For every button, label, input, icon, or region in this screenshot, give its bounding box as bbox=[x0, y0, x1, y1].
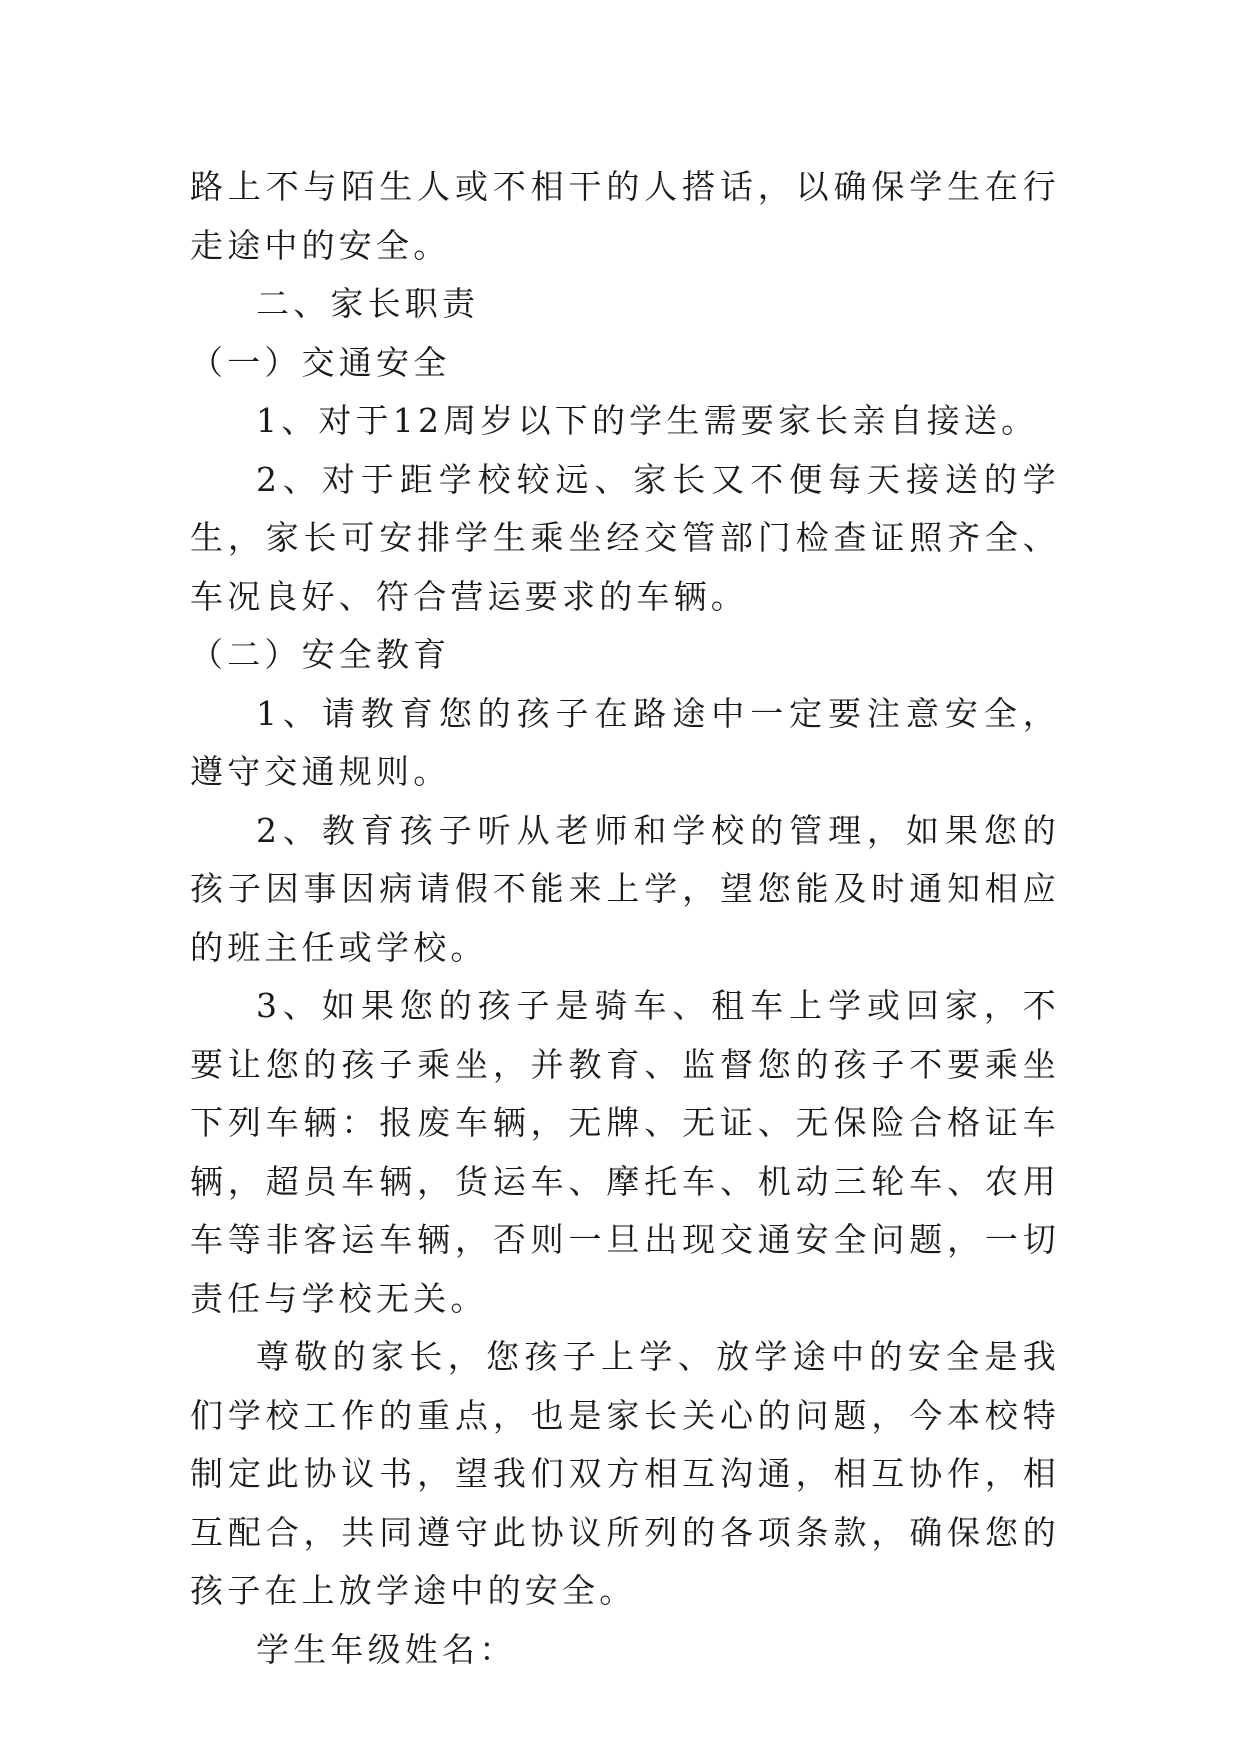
subsection-heading-safety-education: （二）安全教育 bbox=[190, 635, 451, 674]
paragraph-education-item-3: 3、如果您的孩子是骑车、租车上学或回家，不要让您的孩子乘坐，并教育、监督您的孩子不要乘坐下列车辆：报废车辆，无牌、无证、无保险合格证车辆，超员车辆，货运车、摩托车、机动三轮车、农用车等非客运车辆，否则一旦出现交通安全问题，一切责任与学校无关。 bbox=[190, 986, 1060, 1318]
paragraph-traffic-item-1: 1、对于12周岁以下的学生需要家长亲自接送。 bbox=[256, 401, 1039, 440]
subsection-heading-traffic-safety: （一）交通安全 bbox=[190, 342, 451, 382]
paragraph-education-item-2: 2、教育孩子听从老师和学校的管理，如果您的孩子因事因病请假不能来上学，望您能及时通知相应的班主任或学校。 bbox=[190, 810, 1060, 967]
paragraph-education-item-1: 1、请教育您的孩子在路途中一定要注意安全，遵守交通规则。 bbox=[190, 693, 1060, 791]
student-name-field-label: 学生年级姓名： bbox=[256, 1629, 517, 1669]
document-page bbox=[190, 158, 1060, 1679]
paragraph-traffic-item-2: 2、对于距学校较远、家长又不便每天接送的学生，家长可安排学生乘坐经交管部门检查证照齐全、车况良好、符合营运要求的车辆。 bbox=[190, 459, 1060, 616]
section-heading-parent-duties: 二、家长职责 bbox=[256, 284, 480, 323]
paragraph-safety-continuation: 路上不与陌生人或不相干的人搭话，以确保学生在行走途中的安全。 bbox=[190, 167, 1060, 265]
paragraph-closing-note: 尊敬的家长，您孩子上学、放学途中的安全是我们学校工作的重点，也是家长关心的问题，今本校特制定此协议书，望我们双方相互沟通，相互协作，相互配合，共同遵守此协议所列的各项条款，确保您的孩子在上放学途中的安全。 bbox=[190, 1337, 1060, 1610]
